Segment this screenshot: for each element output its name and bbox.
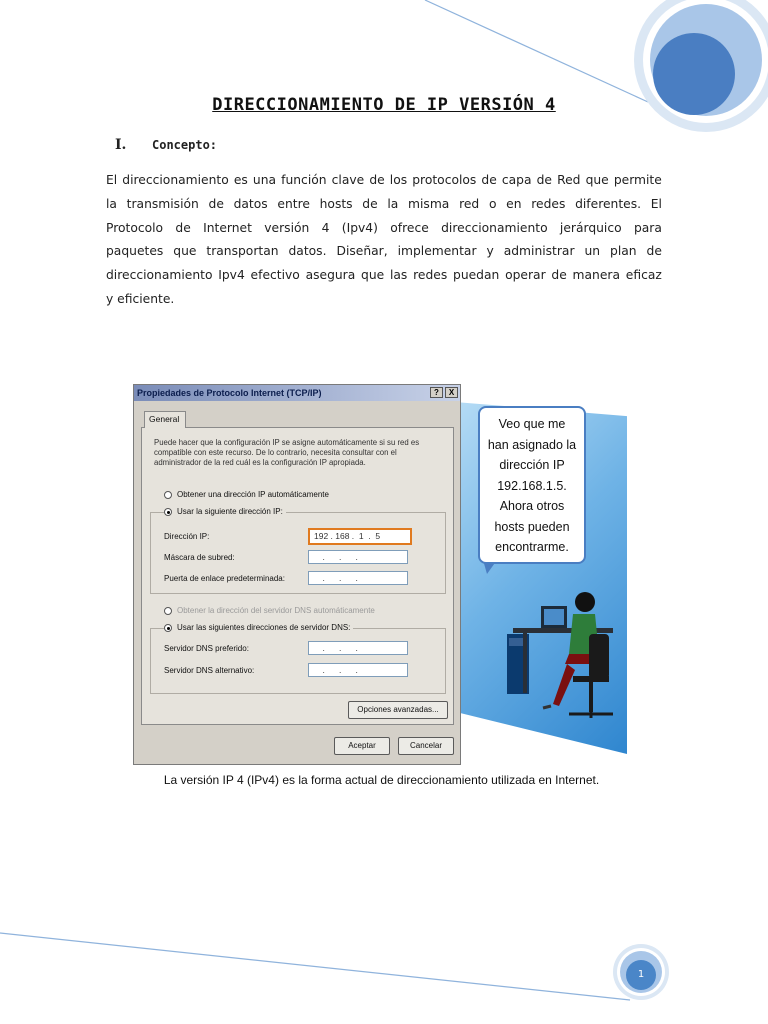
speech-bubble-line: Ahora otros bbox=[499, 499, 565, 513]
tab-panel-general bbox=[141, 427, 454, 725]
section-number: I. bbox=[115, 137, 127, 153]
ip-address-field[interactable]: 192 . 168 . 1 . 5 bbox=[308, 528, 412, 545]
dialog-intro-text: Puede hacer que la configuración IP se asigne automáticamente si su red es compatible con este recurso. De lo contrario, necesita consultar con el administrador de la red cuál es la configuración IP apropiada. bbox=[154, 438, 420, 467]
dialog-title: Propiedades de Protocolo Internet (TCP/IP) bbox=[137, 388, 322, 398]
radio-auto-ip[interactable]: Obtener una dirección IP automáticamente bbox=[164, 490, 329, 499]
body-line: El direccionamiento es una función clave de los protocolos de capa de Red que permite bbox=[106, 173, 662, 187]
body-line: Protocolo de Internet versión 4 (Ipv4) ofrece direccionamiento jerárquico para bbox=[106, 220, 662, 235]
dialog-title-bar bbox=[134, 385, 460, 401]
speech-bubble bbox=[478, 406, 586, 564]
person-at-computer-illustration bbox=[503, 584, 633, 744]
subnet-mask-label: Máscara de subred: bbox=[164, 553, 235, 562]
speech-bubble-line: 192.168.1.5. bbox=[497, 478, 567, 493]
radio-button[interactable] bbox=[164, 607, 172, 615]
advanced-options-button[interactable]: Opciones avanzadas... bbox=[348, 701, 448, 719]
tab-general[interactable]: General bbox=[144, 411, 186, 428]
speech-bubble-line: hosts pueden bbox=[494, 519, 570, 534]
ok-button[interactable]: Aceptar bbox=[334, 737, 390, 755]
close-button[interactable]: X bbox=[445, 387, 458, 398]
body-line: la transmisión de datos entre hosts de la misma red o en redes diferentes. El bbox=[106, 196, 662, 211]
page-title: DIRECCIONAMIENTO DE IP VERSIÓN 4 bbox=[212, 95, 556, 115]
preferred-dns-field[interactable]: . . . bbox=[308, 641, 408, 655]
ip-address-label: Dirección IP: bbox=[164, 532, 210, 541]
radio-auto-dns[interactable]: Obtener la dirección del servidor DNS automáticamente bbox=[164, 606, 375, 615]
dns-settings-group bbox=[150, 628, 446, 694]
preferred-dns-label: Servidor DNS preferido: bbox=[164, 644, 249, 653]
section-title: Concepto: bbox=[152, 138, 218, 152]
figure-caption: La versión IP 4 (IPv4) es la forma actual de direccionamiento utilizada en Internet. bbox=[163, 773, 600, 787]
page-number: 1 bbox=[626, 960, 656, 990]
subnet-mask-field[interactable]: . . . bbox=[308, 550, 408, 564]
radio-manual-ip[interactable]: Usar la siguiente dirección IP: bbox=[164, 507, 286, 516]
gateway-label: Puerta de enlace predeterminada: bbox=[164, 574, 285, 583]
speech-bubble-line: encontrarme. bbox=[495, 540, 569, 554]
radio-button-selected[interactable] bbox=[164, 624, 172, 632]
speech-bubble-line: Veo que me bbox=[498, 417, 566, 431]
speech-bubble-line: dirección IP bbox=[499, 458, 565, 472]
alternate-dns-field[interactable]: . . . bbox=[308, 663, 408, 677]
cancel-button[interactable]: Cancelar bbox=[398, 737, 454, 755]
help-button[interactable]: ? bbox=[430, 387, 443, 398]
body-line: y eficiente. bbox=[106, 291, 175, 306]
body-line: paquetes que transportan datos. Diseñar, implementar y administrar un plan de bbox=[106, 244, 662, 259]
speech-bubble-line: han asignado la bbox=[487, 437, 577, 452]
body-line: direccionamiento Ipv4 efectivo asegura que las redes puedan operar de manera eficaz bbox=[106, 268, 662, 283]
gateway-field[interactable]: . . . bbox=[308, 571, 408, 585]
body-paragraph bbox=[106, 170, 662, 313]
radio-button-selected[interactable] bbox=[164, 508, 172, 516]
tcpip-properties-dialog bbox=[133, 384, 461, 765]
figure bbox=[133, 384, 630, 787]
alternate-dns-label: Servidor DNS alternativo: bbox=[164, 666, 255, 675]
radio-button[interactable] bbox=[164, 491, 172, 499]
radio-manual-dns[interactable]: Usar las siguientes direcciones de servidor DNS: bbox=[164, 623, 353, 632]
